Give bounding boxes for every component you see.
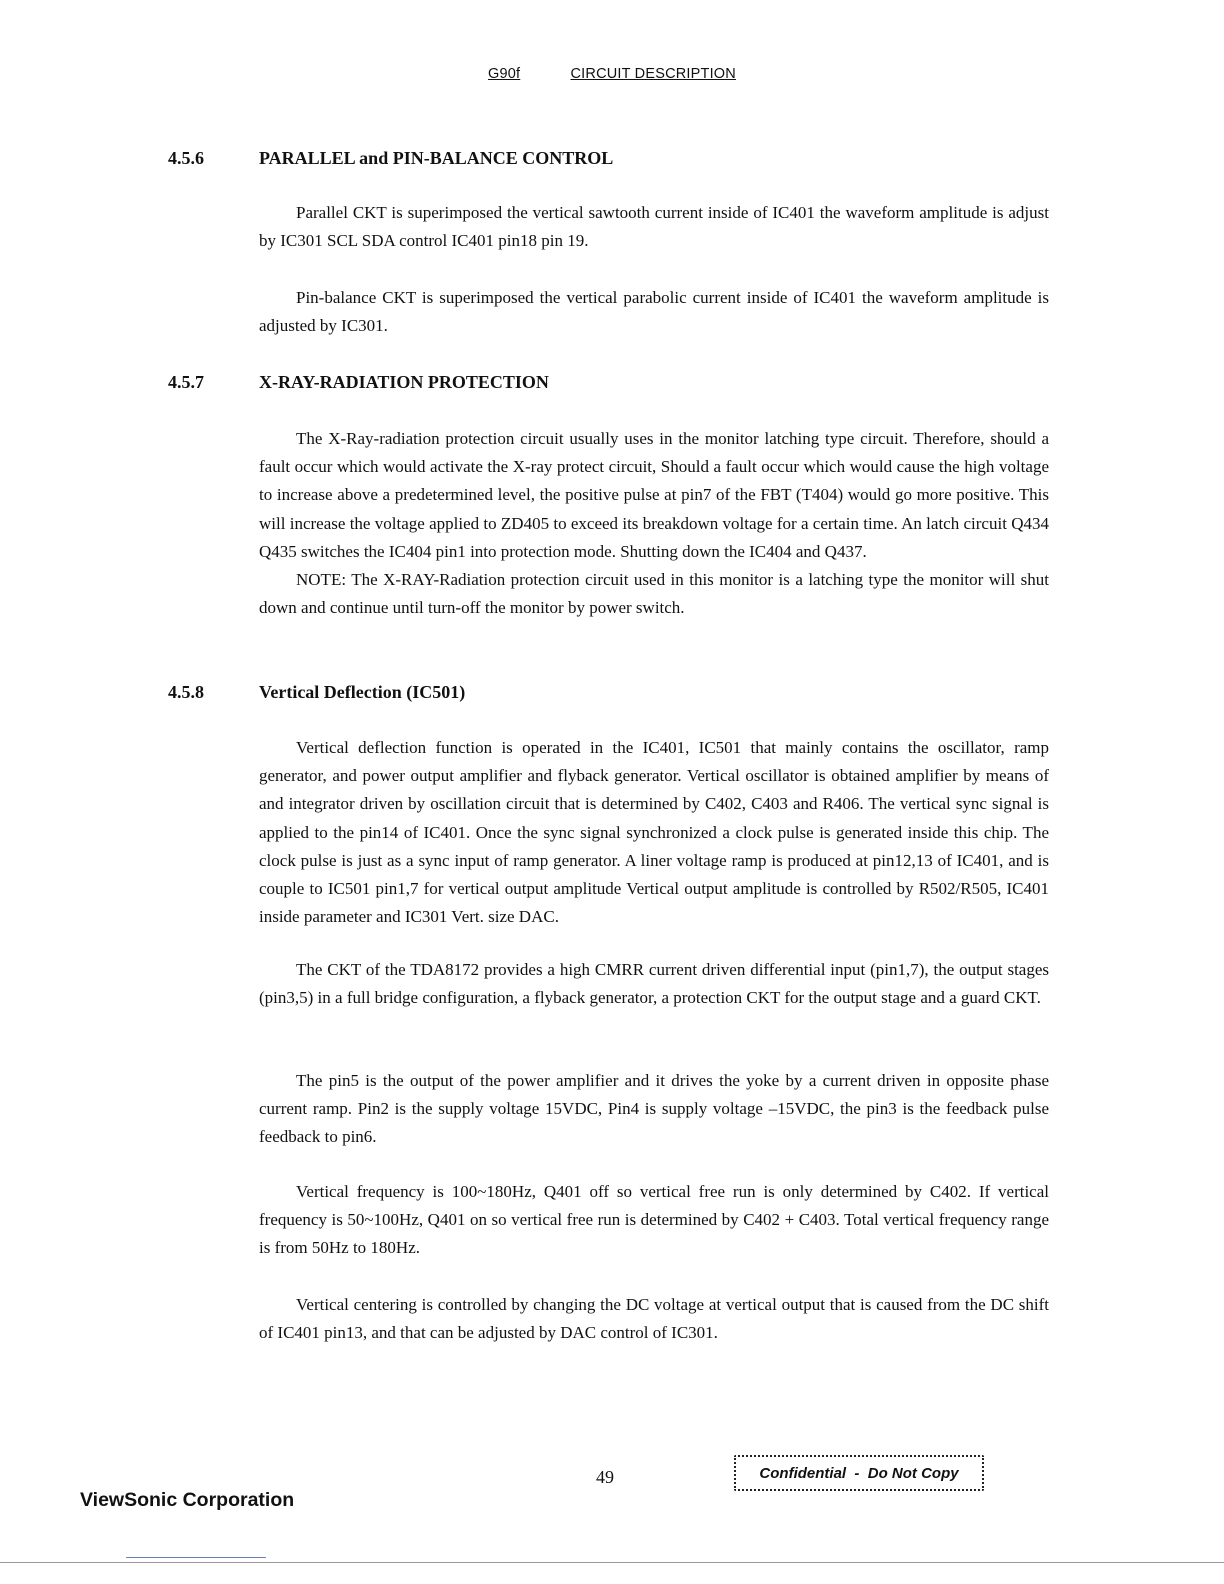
header-model: G90f: [488, 66, 521, 82]
section-title: Vertical Deflection (IC501): [259, 682, 466, 702]
paragraph: The CKT of the TDA8172 provides a high CMRR current driven differential input (pin1,7), the output stages (pin3,5) in a full bridge configuration, a flyback generator, a protection CKT for the output stage and a guard CKT.: [259, 960, 1049, 1008]
section-heading-4-5-8: [168, 682, 465, 703]
paragraph: Vertical deflection function is operated in the IC401, IC501 that mainly contains the oscillator, ramp generator, and power output amplifier and flyback generator. Vertical oscillator is obtained amplifier by means of and integrator driven by oscillation circuit that is determined by C402, C403 and R406. The vertical sync signal is applied to the pin14 of IC401. Once the sync signal synchronized a clock pulse is generated inside this chip. The clock pulse is just as a sync input of ramp generator. A liner voltage ramp is produced at pin12,13 of IC401, and is couple to IC501 pin1,7 for vertical output amplitude Vertical output amplitude is controlled by R502/R505, IC401 inside parameter and IC301 Vert. size DAC.: [259, 738, 1049, 927]
section-number: 4.5.8: [168, 682, 204, 702]
header-title: CIRCUIT DESCRIPTION: [570, 66, 736, 82]
company-name: ViewSonic Corporation: [80, 1489, 295, 1511]
section-body-4-5-6-b: [259, 284, 1049, 340]
footer-accent-line: [126, 1557, 266, 1558]
confidential-text: Confidential - Do Not Copy: [759, 1464, 959, 1482]
paragraph: Parallel CKT is superimposed the vertical sawtooth current inside of IC401 the waveform amplitude is adjust by IC301 SCL SDA control IC401 pin18 pin 19.: [259, 203, 1049, 251]
paragraph: Vertical centering is controlled by changing the DC voltage at vertical output that is caused from the DC shift of IC401 pin13, and that can be adjusted by DAC control of IC301.: [259, 1295, 1049, 1343]
section-title: PARALLEL and PIN-BALANCE CONTROL: [259, 148, 614, 168]
section-body-4-5-8-d: [259, 1178, 1049, 1263]
page-number: 49: [596, 1467, 614, 1487]
confidential-stamp: [734, 1455, 984, 1491]
section-heading-4-5-7: [168, 372, 549, 393]
section-body-4-5-6: [259, 199, 1049, 255]
section-body-4-5-8-b: [259, 956, 1049, 1012]
footer-rule: [0, 1562, 1224, 1563]
section-body-4-5-7: [259, 425, 1049, 622]
section-body-4-5-8-e: [259, 1291, 1049, 1347]
section-heading-4-5-6: [168, 148, 613, 169]
section-body-4-5-8-c: [259, 1067, 1049, 1152]
paragraph: The pin5 is the output of the power amplifier and it drives the yoke by a current driven in opposite phase current ramp. Pin2 is the supply voltage 15VDC, Pin4 is supply voltage –15VDC, the pin3 is the feedback pulse feedback to pin6.: [259, 1071, 1049, 1147]
section-number: 4.5.6: [168, 148, 204, 168]
page-header: [0, 66, 1224, 82]
section-title: X-RAY-RADIATION PROTECTION: [259, 372, 549, 392]
paragraph: NOTE: The X-RAY-Radiation protection circuit used in this monitor is a latching type the monitor will shut down and continue until turn-off the monitor by power switch.: [259, 570, 1049, 618]
paragraph: Pin-balance CKT is superimposed the vertical parabolic current inside of IC401 the waveform amplitude is adjusted by IC301.: [259, 288, 1049, 336]
paragraph: The X-Ray-radiation protection circuit usually uses in the monitor latching type circuit. Therefore, should a fault occur which would activate the X-ray protect circuit, Should a fault occur which would cause the high voltage to increase above a predetermined level, the positive pulse at pin7 of the FBT (T404) would go more positive. This will increase the voltage applied to ZD405 to exceed its breakdown voltage for a certain time. An latch circuit Q434 Q435 switches the IC404 pin1 into protection mode. Shutting down the IC404 and Q437.: [259, 429, 1049, 561]
section-number: 4.5.7: [168, 372, 204, 392]
section-body-4-5-8-a: [259, 734, 1049, 931]
paragraph: Vertical frequency is 100~180Hz, Q401 off so vertical free run is only determined by C402. If vertical frequency is 50~100Hz, Q401 on so vertical free run is determined by C402 + C403. Total vertical frequency range is from 50Hz to 180Hz.: [259, 1182, 1049, 1258]
